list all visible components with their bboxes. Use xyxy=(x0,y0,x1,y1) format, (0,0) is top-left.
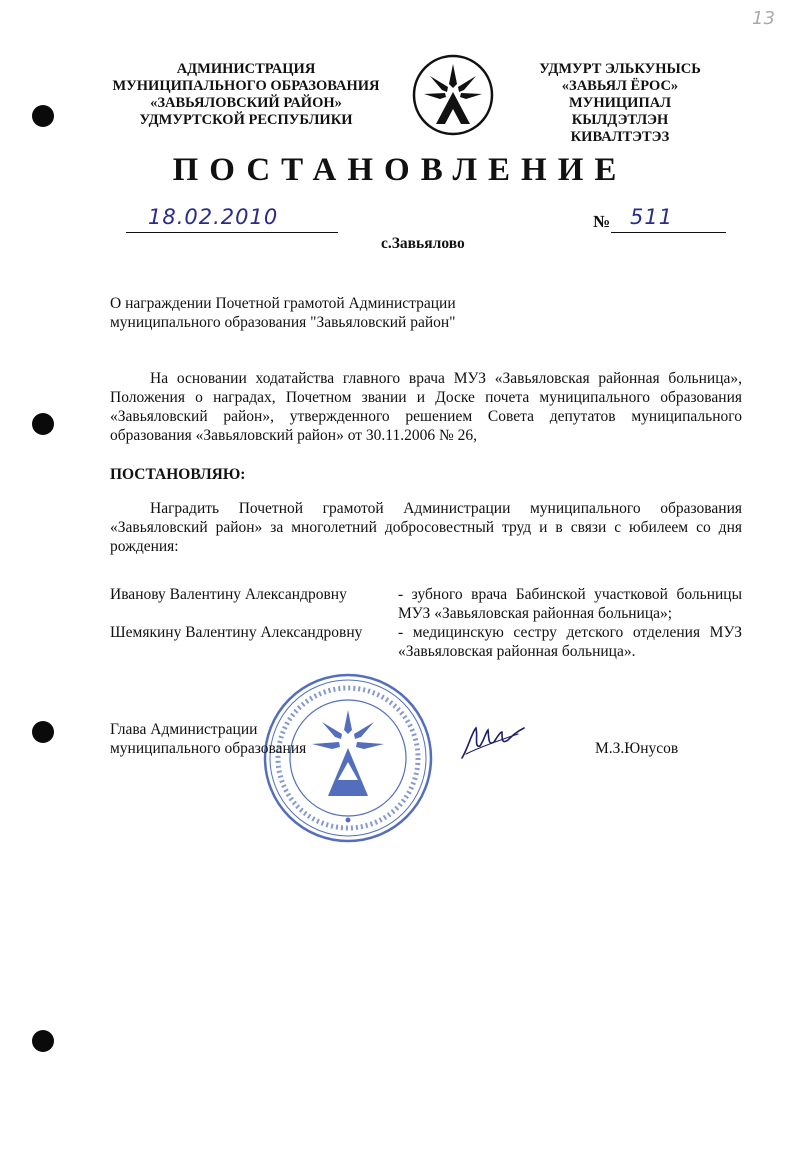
signatory-title xyxy=(110,720,306,758)
date-handwritten: 18.02.2010 xyxy=(148,205,279,229)
signatory-name: М.З.Юнусов xyxy=(595,740,679,757)
basis-line: Положения о наградах, Почетном звании и Доске почета муниципального образования xyxy=(110,389,742,406)
subject-line: муниципального образования "Завьяловский район" xyxy=(110,314,456,331)
awardee-name: Шемякину Валентину Александровну xyxy=(110,624,363,641)
header-right-line: МУНИЦИПАЛ КЫЛДЭТЛЭН xyxy=(569,95,671,128)
awardee-position-line: МУЗ «Завьяловская районная больница»; xyxy=(398,605,673,622)
signatory-title-line: Глава Администрации xyxy=(110,721,258,738)
awardee-position-line: - медицинскую сестру детского отделения МУЗ xyxy=(398,624,742,641)
awardee-name: Иванову Валентину Александровну xyxy=(110,586,347,603)
punch-hole xyxy=(32,1030,54,1052)
basis-paragraph xyxy=(110,369,742,445)
basis-line: «Завьяловский район», утвержденного решением Совета депутатов муниципального xyxy=(110,408,742,425)
resolve-heading: ПОСТАНОВЛЯЮ: xyxy=(110,466,246,483)
header-right-line: «ЗАВЬЯЛ ЁРОС» xyxy=(561,78,679,94)
awardee-position xyxy=(398,585,742,623)
page-number-mark: 13 xyxy=(752,8,775,29)
awardee-position-line: «Завьяловская районная больница». xyxy=(398,643,636,660)
resolution-line: «Завьяловский район» за многолетний добросовестный труд и в связи с юбилеем со дня xyxy=(110,519,742,536)
subject-line: О награждении Почетной грамотой Администрации xyxy=(110,295,456,312)
header-left xyxy=(112,61,380,129)
header-left-line: «ЗАВЬЯЛОВСКИЙ РАЙОН» xyxy=(150,95,342,111)
number-underline xyxy=(611,232,726,233)
emblem-logo xyxy=(412,54,494,136)
punch-hole xyxy=(32,721,54,743)
header-left-line: АДМИНИСТРАЦИЯ xyxy=(176,61,316,77)
header-left-line: МУНИЦИПАЛЬНОГО ОБРАЗОВАНИЯ xyxy=(112,78,380,94)
resolution-paragraph xyxy=(110,499,742,556)
header-right xyxy=(520,61,720,146)
header-right-line: УДМУРТ ЭЛЬКУНЫСЬ xyxy=(539,61,701,77)
subject xyxy=(110,294,456,332)
punch-hole xyxy=(32,105,54,127)
resolution-line: рождения: xyxy=(110,538,179,555)
header-left-line: УДМУРТСКОЙ РЕСПУБЛИКИ xyxy=(139,112,353,128)
signatory-title-line: муниципального образования xyxy=(110,740,307,757)
handwritten-signature xyxy=(458,718,528,764)
basis-line: На основании ходатайства главного врача МУЗ «Завьяловская районная больница», xyxy=(150,370,742,387)
official-stamp xyxy=(262,672,434,844)
number-handwritten: 511 xyxy=(630,205,674,229)
place-of-issue: с.Завьялово xyxy=(381,235,465,252)
awardee-position-line: - зубного врача Бабинской участковой больницы xyxy=(398,586,742,603)
basis-line: образования «Завьяловский район» от 30.11.2006 № 26, xyxy=(110,427,478,444)
date-underline xyxy=(126,232,338,233)
resolution-line: Наградить Почетной грамотой Администрации муниципального образования xyxy=(150,500,742,517)
number-label: № xyxy=(593,212,611,231)
document-title: ПОСТАНОВЛЕНИЕ xyxy=(172,152,628,188)
punch-hole xyxy=(32,413,54,435)
header-right-line: КИВАЛТЭТЭЗ xyxy=(570,129,670,145)
awardee-position xyxy=(398,623,742,661)
